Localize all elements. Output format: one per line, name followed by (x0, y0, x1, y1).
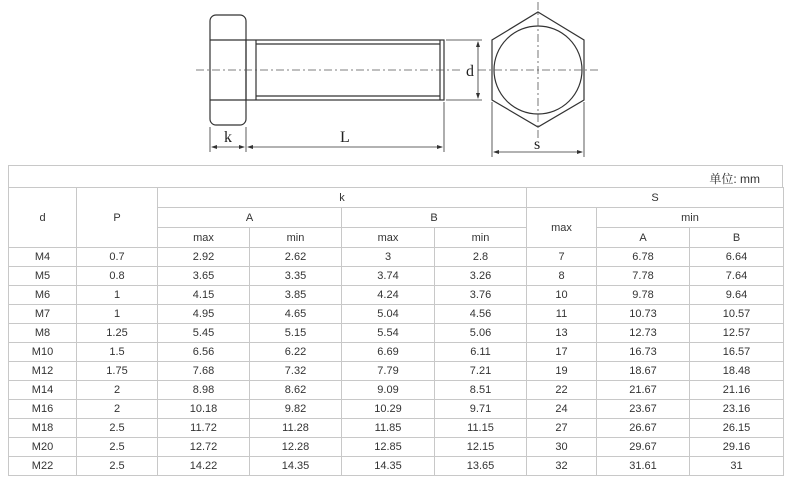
table-cell: 8.62 (250, 381, 342, 400)
table-cell: 16.73 (597, 343, 690, 362)
table-cell: M16 (9, 400, 77, 419)
table-cell: 12.73 (597, 324, 690, 343)
table-cell: 7.21 (435, 362, 527, 381)
table-cell: 2.62 (250, 248, 342, 267)
table-cell: 4.95 (158, 305, 250, 324)
bolt-technical-drawing (0, 0, 791, 165)
table-cell: M5 (9, 267, 77, 286)
table-cell: 3 (342, 248, 435, 267)
table-cell: 7.68 (158, 362, 250, 381)
table-cell: M14 (9, 381, 77, 400)
table-cell: 10.29 (342, 400, 435, 419)
table-row (9, 438, 784, 457)
table-cell: 2.5 (77, 457, 158, 476)
table-cell: 1.5 (77, 343, 158, 362)
table-cell: 2 (77, 381, 158, 400)
header-k-a-min: min (250, 228, 342, 248)
table-cell: 26.15 (690, 419, 784, 438)
table-cell: 11.72 (158, 419, 250, 438)
table-cell: 1.75 (77, 362, 158, 381)
table-row (9, 362, 784, 381)
table-row (9, 248, 784, 267)
table-row (9, 381, 784, 400)
table-cell: 6.69 (342, 343, 435, 362)
table-cell: 7.78 (597, 267, 690, 286)
label-k: k (224, 129, 232, 146)
table-cell: 13 (527, 324, 597, 343)
table-cell: 5.54 (342, 324, 435, 343)
table-cell: 8.98 (158, 381, 250, 400)
table-cell: 11.85 (342, 419, 435, 438)
table-cell: 18.67 (597, 362, 690, 381)
table-cell: 1 (77, 305, 158, 324)
table-cell: 2 (77, 400, 158, 419)
table-cell: 29.16 (690, 438, 784, 457)
table-cell: 5.45 (158, 324, 250, 343)
table-cell: 9.82 (250, 400, 342, 419)
table-cell: 32 (527, 457, 597, 476)
table-cell: 31 (690, 457, 784, 476)
header-k-a: A (158, 208, 342, 228)
table-cell: 19 (527, 362, 597, 381)
table-cell: 11.15 (435, 419, 527, 438)
table-cell: 30 (527, 438, 597, 457)
table-cell: 7 (527, 248, 597, 267)
table-row (9, 457, 784, 476)
table-cell: 4.65 (250, 305, 342, 324)
table-cell: 13.65 (435, 457, 527, 476)
header-s-max: max (527, 208, 597, 248)
table-cell: 5.04 (342, 305, 435, 324)
table-row (9, 324, 784, 343)
table-cell: 12.85 (342, 438, 435, 457)
table-cell: 21.16 (690, 381, 784, 400)
table-cell: 27 (527, 419, 597, 438)
table-cell: 12.57 (690, 324, 784, 343)
table-cell: 4.15 (158, 286, 250, 305)
table-cell: 4.24 (342, 286, 435, 305)
label-s: s (534, 136, 541, 153)
table-row (9, 286, 784, 305)
table-row (9, 343, 784, 362)
table-cell: 7.64 (690, 267, 784, 286)
table-cell: M4 (9, 248, 77, 267)
table-cell: 9.71 (435, 400, 527, 419)
table-cell: M10 (9, 343, 77, 362)
table-cell: 10.18 (158, 400, 250, 419)
table-cell: 6.64 (690, 248, 784, 267)
table-cell: 17 (527, 343, 597, 362)
table-cell: 1 (77, 286, 158, 305)
table-cell: 9.64 (690, 286, 784, 305)
table-cell: 8.51 (435, 381, 527, 400)
table-cell: 23.67 (597, 400, 690, 419)
table-cell: 5.15 (250, 324, 342, 343)
table-cell: 3.35 (250, 267, 342, 286)
table-cell: 29.67 (597, 438, 690, 457)
table-cell: 11 (527, 305, 597, 324)
unit-row (8, 165, 783, 187)
table-cell: 2.5 (77, 438, 158, 457)
table-cell: 1.25 (77, 324, 158, 343)
header-s-min-b: B (690, 228, 784, 248)
table-cell: 0.8 (77, 267, 158, 286)
header-d: d (9, 188, 77, 248)
table-cell: 3.76 (435, 286, 527, 305)
table-cell: M6 (9, 286, 77, 305)
table-cell: 6.56 (158, 343, 250, 362)
header-k: k (158, 188, 527, 208)
table-cell: 10.57 (690, 305, 784, 324)
table-cell: M8 (9, 324, 77, 343)
table-cell: 8 (527, 267, 597, 286)
table-cell: 3.65 (158, 267, 250, 286)
header-k-b-max: max (342, 228, 435, 248)
table-cell: M12 (9, 362, 77, 381)
table-cell: 14.22 (158, 457, 250, 476)
table-cell: 24 (527, 400, 597, 419)
table-cell: 9.09 (342, 381, 435, 400)
table-row (9, 419, 784, 438)
header-k-b-min: min (435, 228, 527, 248)
label-d: d (466, 63, 474, 80)
label-L: L (340, 129, 350, 146)
dimension-table (8, 187, 784, 476)
table-cell: 2.5 (77, 419, 158, 438)
header-s-min: min (597, 208, 784, 228)
header-p: P (77, 188, 158, 248)
table-cell: 11.28 (250, 419, 342, 438)
header-s-min-a: A (597, 228, 690, 248)
table-cell: 3.26 (435, 267, 527, 286)
header-s: S (527, 188, 784, 208)
table-cell: M18 (9, 419, 77, 438)
table-cell: 12.28 (250, 438, 342, 457)
table-cell: 16.57 (690, 343, 784, 362)
table-cell: 7.32 (250, 362, 342, 381)
table-cell: 14.35 (250, 457, 342, 476)
table-row (9, 267, 784, 286)
table-cell: 10.73 (597, 305, 690, 324)
table-cell: M7 (9, 305, 77, 324)
table-cell: 10 (527, 286, 597, 305)
table-cell: 4.56 (435, 305, 527, 324)
header-k-b: B (342, 208, 527, 228)
table-cell: 7.79 (342, 362, 435, 381)
table-cell: 2.92 (158, 248, 250, 267)
table-cell: 31.61 (597, 457, 690, 476)
table-cell: 3.85 (250, 286, 342, 305)
table-cell: M20 (9, 438, 77, 457)
table-cell: 26.67 (597, 419, 690, 438)
table-cell: 6.78 (597, 248, 690, 267)
table-cell: 9.78 (597, 286, 690, 305)
table-cell: 22 (527, 381, 597, 400)
table-cell: 5.06 (435, 324, 527, 343)
table-cell: 0.7 (77, 248, 158, 267)
table-cell: 12.72 (158, 438, 250, 457)
table-cell: 6.22 (250, 343, 342, 362)
table-cell: 14.35 (342, 457, 435, 476)
table-cell: 12.15 (435, 438, 527, 457)
table-cell: 2.8 (435, 248, 527, 267)
table-cell: 3.74 (342, 267, 435, 286)
table-cell: 21.67 (597, 381, 690, 400)
table-row (9, 400, 784, 419)
table-cell: 6.11 (435, 343, 527, 362)
table-cell: 18.48 (690, 362, 784, 381)
table-cell: 23.16 (690, 400, 784, 419)
table-cell: M22 (9, 457, 77, 476)
table-row (9, 305, 784, 324)
unit-label: 单位: mm (709, 172, 760, 186)
header-k-a-max: max (158, 228, 250, 248)
